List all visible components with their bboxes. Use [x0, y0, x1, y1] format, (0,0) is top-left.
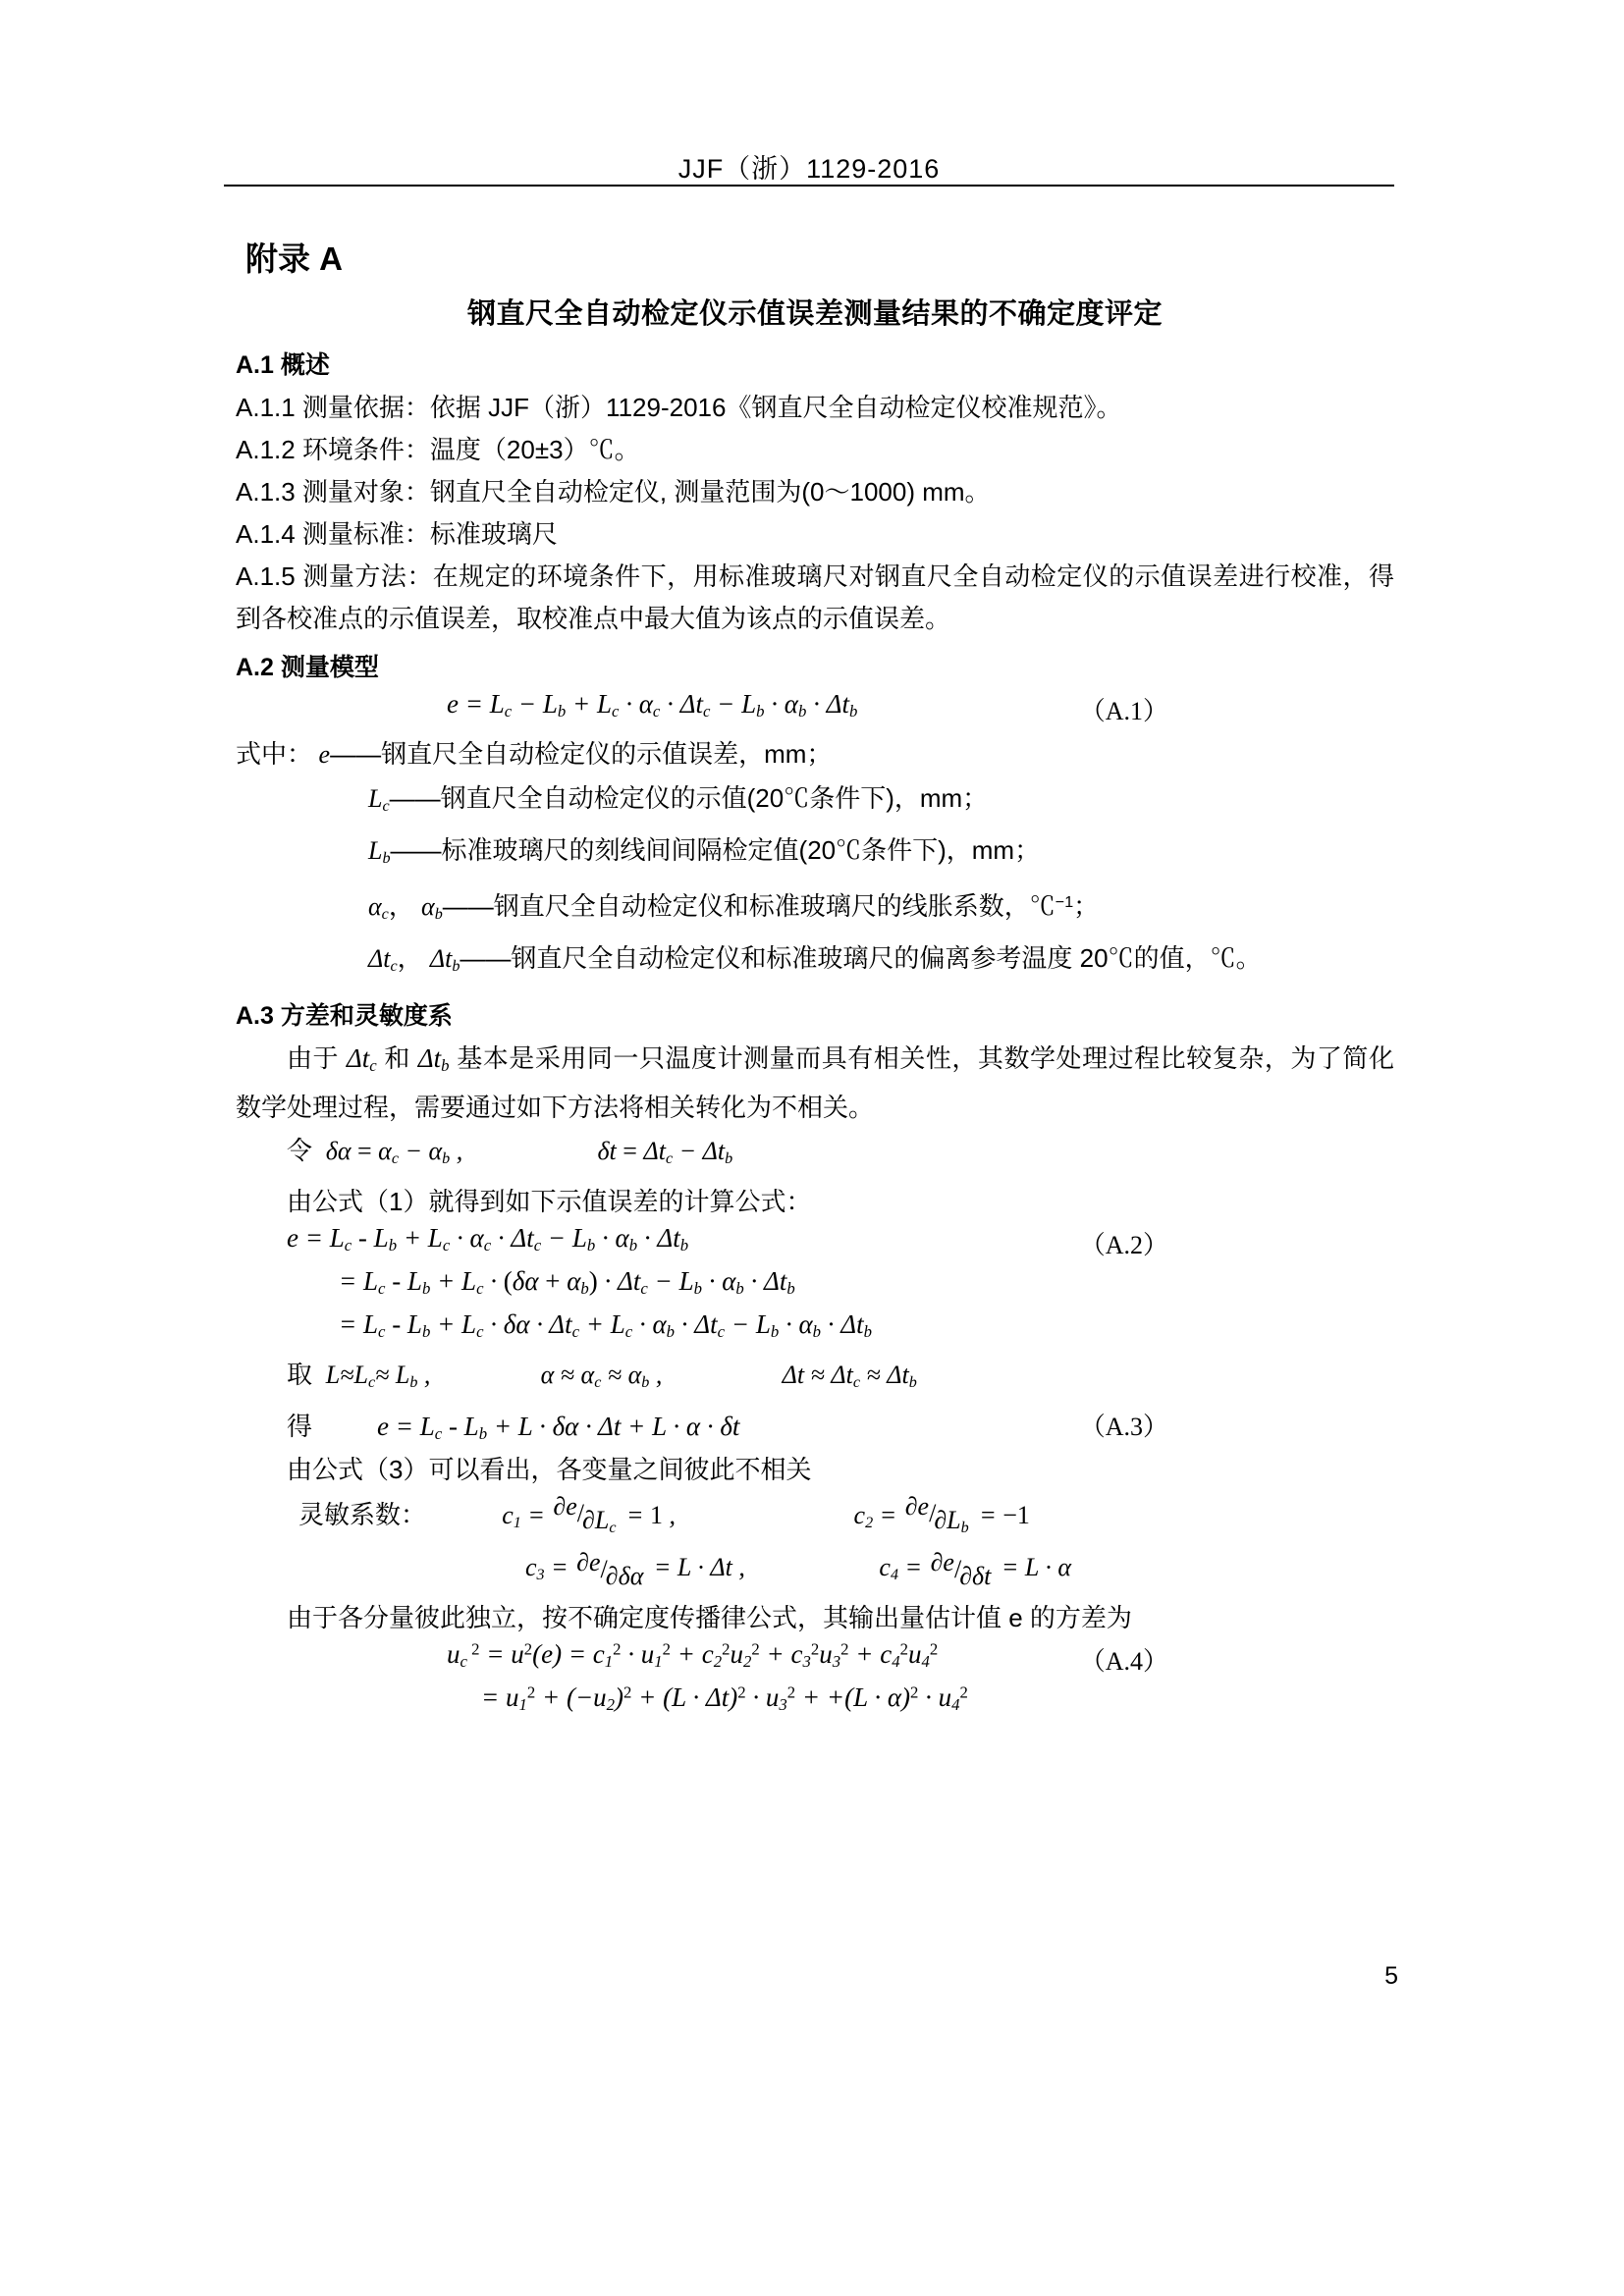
equation-a3-number: （A.3） [1079, 1413, 1168, 1442]
equation-a3: 得 $e = L_c - L_b + L \cdot \delta\alpha \cdot \Delta t + L \cdot \alpha \cdot \delta t$ （A.3） [236, 1405, 1394, 1449]
page-number: 5 [1384, 1962, 1398, 1990]
section-a1-item-1: A.1.1 测量依据：依据 JJF（浙）1129-2016《钢直尺全自动检定仪校准规范》。 [236, 393, 1122, 422]
section-a1-item-4: A.1.4 测量标准：标准玻璃尺 [236, 519, 558, 549]
sensitivity-row-1: 灵敏系数： $c_1 = \partial e/\partial L_c = 1$ , $c_2 = \partial e/\partial L_b = -1$ [298, 1492, 1030, 1537]
a2-definition-3: ——标准玻璃尺的刻线间间隔检定值(20℃条件下)，mm； [390, 835, 1041, 866]
a3-paragraph-4: 由于各分量彼此独立，按不确定度传播律公式，其输出量估计值 e 的方差为 [287, 1602, 1132, 1632]
a2-definition-5: ——钢直尺全自动检定仪和标准玻璃尺的偏离参考温度 20℃的值，℃。 [460, 943, 1262, 974]
a3-let-row: 令 $\delta\alpha = \alpha_c - \alpha_b$ , $\delta t = \Delta t_c - \Delta t_b$ [287, 1136, 733, 1168]
a2-definition-4: ——钢直尺全自动检定仪和标准玻璃尺的线胀系数，℃ [442, 891, 1056, 922]
section-a1-item-3: A.1.3 测量对象：钢直尺全自动检定仪, 测量范围为(0～1000) mm。 [236, 477, 991, 507]
a2-definition-row-5: $\Delta t_c$， $\Delta t_b——$钢直尺全自动检定仪和标准玻璃尺的偏离参考温度 20℃的值，℃。 [368, 943, 1262, 976]
a2-definition-row-4: $\alpha_c$， $\alpha_b——$钢直尺全自动检定仪和标准玻璃尺的线胀系数，℃$^{-1}$； [368, 891, 1100, 924]
a3-p1-part-a: 由于 [287, 1043, 340, 1074]
a2-definition-row-3: $L_b——$标准玻璃尺的刻线间间隔检定值(20℃条件下)，mm； [368, 835, 1041, 868]
section-a3-heading: A.3 方差和灵敏度系 [236, 1002, 453, 1031]
equation-a2-line2: = $L_c - L_b + L_c \cdot (\delta\alpha + \alpha_b) \cdot \Delta t_c - L_b \cdot \alpha_b \cdot \Delta t_b$ [339, 1266, 795, 1299]
a3-let-label: 令 [287, 1136, 313, 1166]
equation-a1-number: （A.1） [1079, 697, 1168, 725]
equation-a1: $e = L_c - L_b + L_c \cdot \alpha_c \cdot \Delta t_c - L_b \cdot \alpha_b \cdot \Delta t_b$ （A.1） [447, 689, 1168, 725]
sensitivity-label: 灵敏系数： [298, 1499, 427, 1529]
a3-p1-part-c: 基本是采用同一只温度计测量而具有相关性，其数学处理过程比较复杂，为了简化数学处理过程，需要通过如下方法将相关转化为不相关。 [236, 1043, 1394, 1123]
equation-a4-line2: = $u_1^2 + (-u_2)^2 + (L \cdot \Delta t)^2 \cdot u_3^2 + +(L \cdot \alpha)^2 \cdot u_4^2$ [481, 1682, 968, 1714]
appendix-label: 附录 A [245, 240, 343, 277]
page-header: JJF（浙）1129-2016 [677, 154, 941, 184]
a3-get-label: 得 [287, 1412, 313, 1442]
a3-take-row: 取 $L\approx L_c\approx L_b$ , $\alpha \approx \alpha_c \approx \alpha_b$ , $\Delta t \approx \Delta t_c \approx \Delta t_b$ [287, 1360, 917, 1392]
a2-definition-2: ——钢直尺全自动检定仪的示值(20℃条件下)，mm； [389, 783, 989, 813]
header-divider [224, 185, 1394, 187]
a2-definition-1: ——钢直尺全自动检定仪的示值误差，mm； [330, 739, 833, 769]
equation-a2-number: （A.2） [1079, 1231, 1168, 1260]
a3-take-label: 取 [287, 1360, 313, 1390]
a3-paragraph-1: 由于 $\Delta t_c$ 和 $\Delta t_b$ 基本是采用同一只温度计测量而具有相关性，其数学处理过程比较复杂，为了简化数学处理过程，需要通过如下方法将相关转化为不相关。 [236, 1043, 1394, 1123]
document-body [236, 234, 1394, 1726]
equation-a4: $u_c$ $^2 = u^2(e) = c_1^2 \cdot u_1^2 + c_2^2u_2^2 + c_3^2u_3^2 + c_4^2u_4^2$ （A.4） [447, 1638, 1168, 1676]
a3-paragraph-2: 由公式（1）就得到如下示值误差的计算公式： [287, 1187, 812, 1217]
equation-a2: $e = L_c - L_b + L_c \cdot \alpha_c \cdot \Delta t_c - L_b \cdot \alpha_b \cdot \Delta t_b$ （A.2） [287, 1223, 1168, 1260]
a2-definition-row-2: $L_c——$钢直尺全自动检定仪的示值(20℃条件下)，mm； [368, 783, 989, 816]
equation-a2-line3: = $L_c - L_b + L_c \cdot \delta\alpha \cdot \Delta t_c + L_c \cdot \alpha_b \cdot \Delta t_c - L_b \cdot \alpha_b \cdot \Delta t_b$ [339, 1309, 873, 1342]
section-a1-item-5: A.1.5 测量方法：在规定的环境条件下，用标准玻璃尺对钢直尺全自动检定仪的示值误差进行校准，得到各校准点的示值误差，取校准点中最大值为该点的示值误差。 [236, 561, 1394, 633]
equation-a4-number: （A.4） [1079, 1646, 1168, 1676]
sensitivity-row-2: $c_3 = \partial e/\partial\delta\alpha = L \cdot \Delta t$ , $c_4 = \partial e/\partial\delta t = L \cdot \alpha$ [525, 1548, 1072, 1591]
a3-p1-part-b: 和 [384, 1043, 410, 1074]
appendix-title: 钢直尺全自动检定仪示值误差测量结果的不确定度评定 [466, 298, 1163, 330]
section-a1-item-2: A.1.2 环境条件：温度（20±3）℃。 [236, 435, 640, 464]
section-a1-heading: A.1 概述 [236, 351, 330, 379]
section-a2-heading: A.2 测量模型 [236, 654, 379, 681]
a2-lead-in-row: 式中： e——钢直尺全自动检定仪的示值误差，mm； [236, 739, 833, 769]
a3-paragraph-3: 由公式（3）可以看出，各变量之间彼此不相关 [287, 1455, 812, 1485]
a2-lead-in: 式中： [236, 739, 313, 769]
